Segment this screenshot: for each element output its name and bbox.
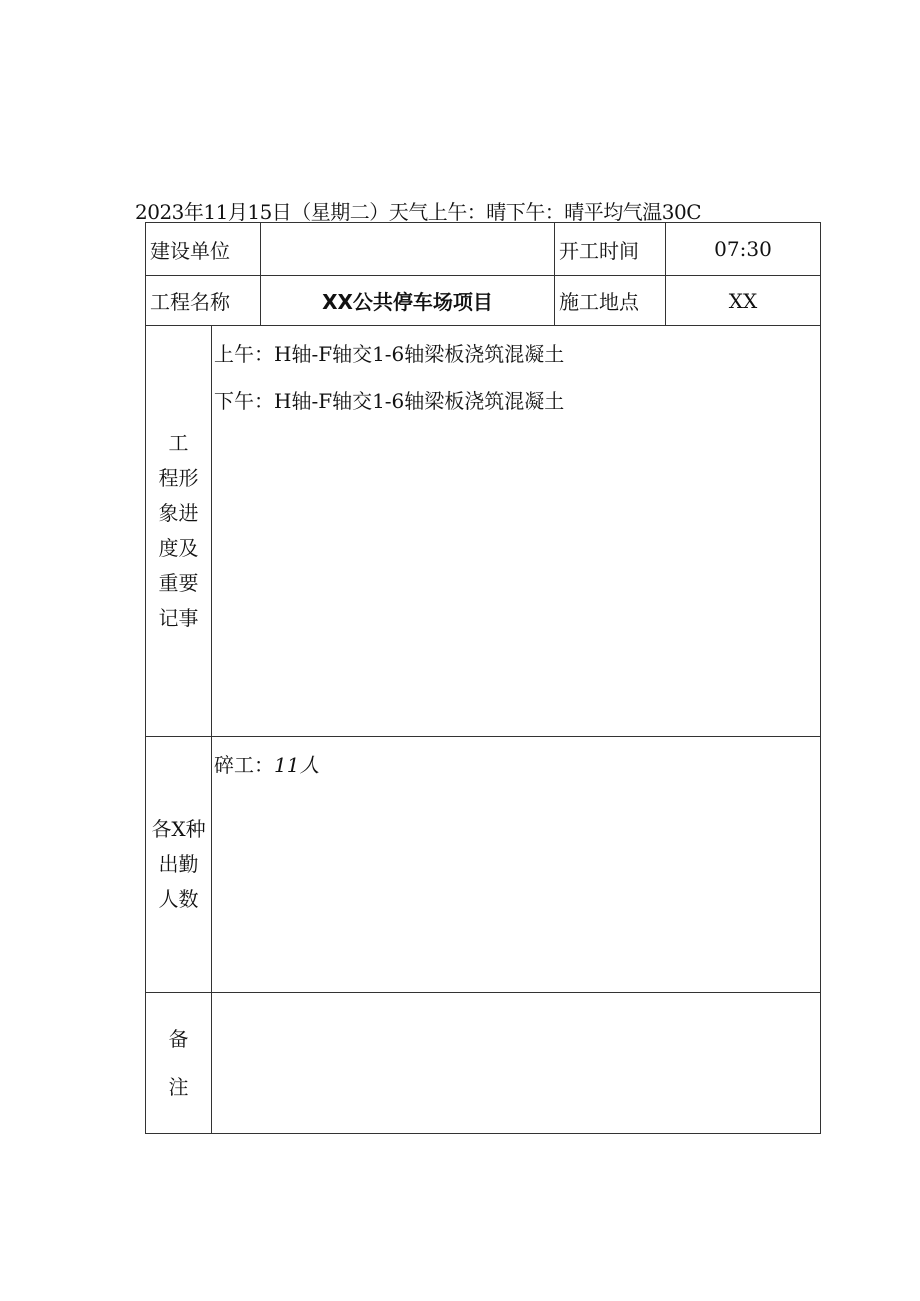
- worker-label: 碎工：: [214, 753, 274, 777]
- row-attendance: [146, 737, 821, 993]
- location-value: XX: [666, 276, 821, 326]
- attendance-content: [212, 737, 821, 993]
- row-unit: [146, 223, 821, 276]
- row-project: [146, 276, 821, 326]
- date-weather-line: 2023年11月15日（星期二）天气上午：晴下午：晴平均气温30C: [135, 200, 702, 224]
- unit-label: 建设单位: [146, 223, 261, 276]
- morning-progress: 上午：H轴-F轴交1-6轴梁板浇筑混凝土: [214, 342, 565, 366]
- worker-count-line: [214, 751, 820, 780]
- project-label: 工程名称: [146, 276, 261, 326]
- worker-count: 11人: [274, 753, 320, 777]
- project-value: XX公共停车场项目: [261, 276, 555, 326]
- remarks-value: [212, 993, 821, 1134]
- location-label: 施工地点: [555, 276, 666, 326]
- progress-label: 工 程形 象进 度及 重要 记事: [146, 326, 212, 737]
- start-time-label: 开工时间: [555, 223, 666, 276]
- progress-content: [212, 326, 821, 737]
- attendance-label: 各X种 出勤 人数: [146, 737, 212, 993]
- row-progress: [146, 326, 821, 737]
- construction-log-table: [145, 222, 821, 1134]
- afternoon-progress: 下午：H轴-F轴交1-6轴梁板浇筑混凝土: [214, 389, 565, 413]
- row-remarks: [146, 993, 821, 1134]
- start-time-value: 07:30: [666, 223, 821, 276]
- unit-value: [261, 223, 555, 276]
- remarks-label: 备 注: [146, 993, 212, 1134]
